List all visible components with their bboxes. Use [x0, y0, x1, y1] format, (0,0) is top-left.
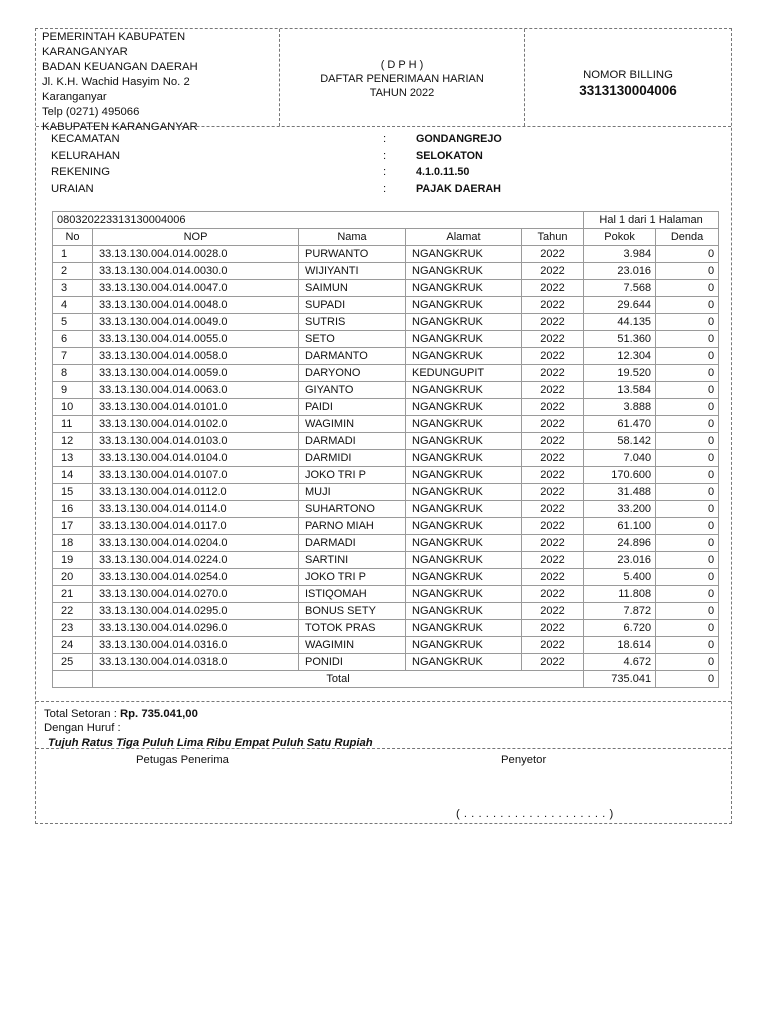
- row-no: 4: [53, 297, 93, 314]
- row-denda: 0: [656, 467, 719, 484]
- amount-in-words: Tujuh Ratus Tiga Puluh Lima Ribu Empat Puluh Satu Rupiah: [48, 737, 373, 749]
- row-nop: 33.13.130.004.014.0296.0: [93, 620, 299, 637]
- document-title-block: [280, 29, 525, 126]
- document-code: ( D P H ): [380, 59, 424, 71]
- row-tahun: 2022: [522, 569, 584, 586]
- row-tahun: 2022: [522, 280, 584, 297]
- row-nama: PAIDI: [299, 399, 406, 416]
- row-no: 17: [53, 518, 93, 535]
- row-nama: MUJI: [299, 484, 406, 501]
- row-pokok: 7.040: [584, 450, 656, 467]
- info-value: GONDANGREJO: [416, 133, 502, 145]
- row-alamat: NGANGKRUK: [406, 314, 522, 331]
- agency-block: [36, 29, 280, 133]
- row-nop: 33.13.130.004.014.0049.0: [93, 314, 299, 331]
- table-row: [53, 280, 719, 297]
- row-pokok: 13.584: [584, 382, 656, 399]
- row-alamat: NGANGKRUK: [406, 450, 522, 467]
- row-denda: 0: [656, 382, 719, 399]
- row-denda: 0: [656, 348, 719, 365]
- row-alamat: NGANGKRUK: [406, 637, 522, 654]
- row-no: 9: [53, 382, 93, 399]
- row-nop: 33.13.130.004.014.0117.0: [93, 518, 299, 535]
- info-colon: :: [383, 149, 387, 162]
- row-denda: 0: [656, 654, 719, 671]
- row-nama: DARMADI: [299, 433, 406, 450]
- row-tahun: 2022: [522, 416, 584, 433]
- row-nama: SAIMUN: [299, 280, 406, 297]
- row-alamat: NGANGKRUK: [406, 297, 522, 314]
- row-nop: 33.13.130.004.014.0047.0: [93, 280, 299, 297]
- row-no: 12: [53, 433, 93, 450]
- row-nama: SUTRIS: [299, 314, 406, 331]
- info-colon: :: [383, 166, 387, 178]
- row-pokok: 170.600: [584, 467, 656, 484]
- row-tahun: 2022: [522, 348, 584, 365]
- row-pokok: 3.888: [584, 399, 656, 416]
- table-total-row: [53, 671, 719, 688]
- row-pokok: 4.672: [584, 654, 656, 671]
- row-denda: 0: [656, 280, 719, 297]
- row-nama: DARMANTO: [299, 348, 406, 365]
- row-nop: 33.13.130.004.014.0204.0: [93, 535, 299, 552]
- row-pokok: 7.872: [584, 603, 656, 620]
- summary-section: [44, 708, 373, 751]
- row-no: 3: [53, 280, 93, 297]
- row-tahun: 2022: [522, 501, 584, 518]
- row-denda: 0: [656, 365, 719, 382]
- agency-line: Telp (0271) 495066: [42, 106, 140, 118]
- row-denda: 0: [656, 484, 719, 501]
- row-tahun: 2022: [522, 535, 584, 552]
- row-nama: DARMIDI: [299, 450, 406, 467]
- billing-block: [525, 29, 731, 126]
- row-nop: 33.13.130.004.014.0254.0: [93, 569, 299, 586]
- row-tahun: 2022: [522, 382, 584, 399]
- row-no: 13: [53, 450, 93, 467]
- table-row: [53, 654, 719, 671]
- row-no: 23: [53, 620, 93, 637]
- table-row: [53, 365, 719, 382]
- info-value: SELOKATON: [416, 149, 483, 162]
- row-nama: WIJIYANTI: [299, 263, 406, 280]
- table-row: [53, 450, 719, 467]
- row-tahun: 2022: [522, 603, 584, 620]
- row-pokok: 24.896: [584, 535, 656, 552]
- payer-signature-label: Penyetor: [501, 754, 547, 766]
- info-colon: :: [383, 182, 387, 195]
- agency-line: KARANGANYAR: [42, 46, 128, 58]
- row-alamat: NGANGKRUK: [406, 484, 522, 501]
- row-alamat: KEDUNGUPIT: [406, 365, 522, 382]
- table-row: [53, 416, 719, 433]
- row-denda: 0: [656, 569, 719, 586]
- table-row: [53, 637, 719, 654]
- info-row-rekening: [51, 164, 711, 181]
- document-title: DAFTAR PENERIMAAN HARIAN: [320, 73, 484, 85]
- row-denda: 0: [656, 246, 719, 263]
- row-nop: 33.13.130.004.014.0102.0: [93, 416, 299, 433]
- total-setoran-value: Rp. 735.041,00: [120, 708, 198, 720]
- row-nama: SUHARTONO: [299, 501, 406, 518]
- row-tahun: 2022: [522, 552, 584, 569]
- row-nama: JOKO TRI P: [299, 569, 406, 586]
- row-no: 20: [53, 569, 93, 586]
- info-row-kecamatan: [51, 131, 711, 148]
- row-nama: DARYONO: [299, 365, 406, 382]
- row-pokok: 44.135: [584, 314, 656, 331]
- table-row: [53, 535, 719, 552]
- total-label: Total: [93, 671, 584, 688]
- document-header: [36, 29, 731, 133]
- row-no: 5: [53, 314, 93, 331]
- info-row-uraian: [51, 181, 711, 198]
- row-nama: BONUS SETY: [299, 603, 406, 620]
- row-pokok: 7.568: [584, 280, 656, 297]
- row-alamat: NGANGKRUK: [406, 348, 522, 365]
- row-denda: 0: [656, 586, 719, 603]
- row-nop: 33.13.130.004.014.0270.0: [93, 586, 299, 603]
- row-denda: 0: [656, 399, 719, 416]
- row-pokok: 3.984: [584, 246, 656, 263]
- billing-number: 3313130004006: [579, 83, 677, 98]
- row-alamat: NGANGKRUK: [406, 467, 522, 484]
- agency-line: KABUPATEN KARANGANYAR: [42, 121, 198, 133]
- column-header-pokok: Pokok: [584, 229, 656, 246]
- row-nop: 33.13.130.004.014.0030.0: [93, 263, 299, 280]
- row-nop: 33.13.130.004.014.0114.0: [93, 501, 299, 518]
- row-no: 22: [53, 603, 93, 620]
- table-row: [53, 467, 719, 484]
- table-row: [53, 433, 719, 450]
- row-pokok: 19.520: [584, 365, 656, 382]
- row-nop: 33.13.130.004.014.0316.0: [93, 637, 299, 654]
- row-tahun: 2022: [522, 314, 584, 331]
- table-row: [53, 484, 719, 501]
- row-tahun: 2022: [522, 297, 584, 314]
- column-header-no: No: [53, 229, 93, 246]
- row-nama: SARTINI: [299, 552, 406, 569]
- row-pokok: 29.644: [584, 297, 656, 314]
- row-no: 10: [53, 399, 93, 416]
- row-nama: PONIDI: [299, 654, 406, 671]
- column-header-nama: Nama: [299, 229, 406, 246]
- table-row: [53, 603, 719, 620]
- row-nop: 33.13.130.004.014.0055.0: [93, 331, 299, 348]
- row-denda: 0: [656, 603, 719, 620]
- page-info: Hal 1 dari 1 Halaman: [584, 212, 719, 229]
- row-nama: WAGIMIN: [299, 637, 406, 654]
- table-row: [53, 552, 719, 569]
- reference-number: 080320223313130004006: [53, 212, 584, 229]
- table-body: [53, 246, 719, 671]
- row-alamat: NGANGKRUK: [406, 586, 522, 603]
- column-header-nop: NOP: [93, 229, 299, 246]
- info-colon: :: [383, 133, 387, 145]
- row-denda: 0: [656, 450, 719, 467]
- row-no: 6: [53, 331, 93, 348]
- row-tahun: 2022: [522, 637, 584, 654]
- row-pokok: 12.304: [584, 348, 656, 365]
- column-header-denda: Denda: [656, 229, 719, 246]
- row-nop: 33.13.130.004.014.0101.0: [93, 399, 299, 416]
- row-pokok: 6.720: [584, 620, 656, 637]
- row-nama: GIYANTO: [299, 382, 406, 399]
- row-pokok: 11.808: [584, 586, 656, 603]
- row-tahun: 2022: [522, 399, 584, 416]
- info-label: REKENING: [51, 166, 111, 178]
- row-tahun: 2022: [522, 331, 584, 348]
- row-tahun: 2022: [522, 450, 584, 467]
- row-nop: 33.13.130.004.014.0048.0: [93, 297, 299, 314]
- receiver-signature-label: Petugas Penerima: [136, 754, 229, 766]
- row-nop: 33.13.130.004.014.0103.0: [93, 433, 299, 450]
- row-denda: 0: [656, 314, 719, 331]
- total-pokok: 735.041: [584, 671, 656, 688]
- info-row-kelurahan: [51, 148, 711, 165]
- row-alamat: NGANGKRUK: [406, 518, 522, 535]
- row-alamat: NGANGKRUK: [406, 382, 522, 399]
- row-no: 18: [53, 535, 93, 552]
- row-denda: 0: [656, 637, 719, 654]
- summary-divider: [36, 701, 731, 702]
- row-nop: 33.13.130.004.014.0063.0: [93, 382, 299, 399]
- table-row: [53, 501, 719, 518]
- table-row: [53, 518, 719, 535]
- row-denda: 0: [656, 552, 719, 569]
- document-year: TAHUN 2022: [369, 87, 435, 99]
- table-row: [53, 246, 719, 263]
- table-meta-row: [53, 212, 719, 229]
- row-tahun: 2022: [522, 620, 584, 637]
- row-alamat: NGANGKRUK: [406, 501, 522, 518]
- words-label: Dengan Huruf :: [44, 721, 121, 734]
- agency-line: PEMERINTAH KABUPATEN: [42, 31, 186, 43]
- total-blank-cell: [53, 671, 93, 688]
- payment-table: [52, 211, 719, 688]
- row-denda: 0: [656, 263, 719, 280]
- table-row: [53, 399, 719, 416]
- row-denda: 0: [656, 433, 719, 450]
- row-denda: 0: [656, 297, 719, 314]
- table-row: [53, 263, 719, 280]
- row-nama: SETO: [299, 331, 406, 348]
- table-row: [53, 586, 719, 603]
- row-nama: ISTIQOMAH: [299, 586, 406, 603]
- agency-line: Jl. K.H. Wachid Hasyim No. 2: [42, 76, 190, 88]
- row-denda: 0: [656, 535, 719, 552]
- row-nama: SUPADI: [299, 297, 406, 314]
- info-label: URAIAN: [51, 182, 94, 195]
- info-value: PAJAK DAERAH: [416, 182, 501, 195]
- row-no: 14: [53, 467, 93, 484]
- row-alamat: NGANGKRUK: [406, 535, 522, 552]
- row-no: 19: [53, 552, 93, 569]
- row-pokok: 33.200: [584, 501, 656, 518]
- billing-label: NOMOR BILLING: [583, 69, 673, 81]
- table-header-row: [53, 229, 719, 246]
- row-nop: 33.13.130.004.014.0112.0: [93, 484, 299, 501]
- row-nop: 33.13.130.004.014.0104.0: [93, 450, 299, 467]
- row-alamat: NGANGKRUK: [406, 552, 522, 569]
- row-alamat: NGANGKRUK: [406, 331, 522, 348]
- row-nama: PARNO MIAH: [299, 518, 406, 535]
- row-nama: DARMADI: [299, 535, 406, 552]
- row-alamat: NGANGKRUK: [406, 416, 522, 433]
- table-row: [53, 569, 719, 586]
- row-no: 11: [53, 416, 93, 433]
- total-setoran-line: [44, 708, 373, 722]
- row-pokok: 5.400: [584, 569, 656, 586]
- table-row: [53, 382, 719, 399]
- total-setoran-label: Total Setoran :: [44, 708, 117, 720]
- row-denda: 0: [656, 331, 719, 348]
- table-row: [53, 314, 719, 331]
- row-nama: PURWANTO: [299, 246, 406, 263]
- row-alamat: NGANGKRUK: [406, 569, 522, 586]
- row-tahun: 2022: [522, 263, 584, 280]
- row-nop: 33.13.130.004.014.0028.0: [93, 246, 299, 263]
- row-nop: 33.13.130.004.014.0107.0: [93, 467, 299, 484]
- row-alamat: NGANGKRUK: [406, 263, 522, 280]
- info-value: 4.1.0.11.50: [416, 166, 470, 178]
- row-pokok: 58.142: [584, 433, 656, 450]
- row-nama: WAGIMIN: [299, 416, 406, 433]
- row-pokok: 23.016: [584, 552, 656, 569]
- row-tahun: 2022: [522, 365, 584, 382]
- row-nop: 33.13.130.004.014.0058.0: [93, 348, 299, 365]
- row-no: 15: [53, 484, 93, 501]
- column-header-tahun: Tahun: [522, 229, 584, 246]
- row-no: 21: [53, 586, 93, 603]
- info-label: KELURAHAN: [51, 149, 121, 162]
- row-alamat: NGANGKRUK: [406, 280, 522, 297]
- row-nop: 33.13.130.004.014.0295.0: [93, 603, 299, 620]
- row-tahun: 2022: [522, 586, 584, 603]
- row-denda: 0: [656, 416, 719, 433]
- row-nama: JOKO TRI P: [299, 467, 406, 484]
- table-row: [53, 331, 719, 348]
- table-row: [53, 297, 719, 314]
- row-no: 25: [53, 654, 93, 671]
- row-no: 24: [53, 637, 93, 654]
- row-no: 1: [53, 246, 93, 263]
- row-nop: 33.13.130.004.014.0224.0: [93, 552, 299, 569]
- row-alamat: NGANGKRUK: [406, 654, 522, 671]
- agency-line: BADAN KEUANGAN DAERAH: [42, 61, 198, 73]
- signature-divider: [36, 748, 731, 749]
- row-nop: 33.13.130.004.014.0059.0: [93, 365, 299, 382]
- row-pokok: 18.614: [584, 637, 656, 654]
- row-alamat: NGANGKRUK: [406, 603, 522, 620]
- info-label: KECAMATAN: [51, 133, 120, 145]
- row-alamat: NGANGKRUK: [406, 246, 522, 263]
- row-nop: 33.13.130.004.014.0318.0: [93, 654, 299, 671]
- receipt-document: [35, 28, 732, 824]
- column-header-alamat: Alamat: [406, 229, 522, 246]
- row-denda: 0: [656, 620, 719, 637]
- agency-line: Karanganyar: [42, 91, 107, 103]
- row-pokok: 61.100: [584, 518, 656, 535]
- row-tahun: 2022: [522, 518, 584, 535]
- row-pokok: 51.360: [584, 331, 656, 348]
- payer-signature-line: ( . . . . . . . . . . . . . . . . . . . . ): [456, 808, 614, 820]
- row-no: 8: [53, 365, 93, 382]
- row-denda: 0: [656, 518, 719, 535]
- row-tahun: 2022: [522, 433, 584, 450]
- row-no: 16: [53, 501, 93, 518]
- row-alamat: NGANGKRUK: [406, 433, 522, 450]
- row-denda: 0: [656, 501, 719, 518]
- row-pokok: 23.016: [584, 263, 656, 280]
- info-section: [51, 131, 711, 197]
- row-tahun: 2022: [522, 467, 584, 484]
- row-alamat: NGANGKRUK: [406, 620, 522, 637]
- row-tahun: 2022: [522, 484, 584, 501]
- row-tahun: 2022: [522, 246, 584, 263]
- row-pokok: 31.488: [584, 484, 656, 501]
- row-nama: TOTOK PRAS: [299, 620, 406, 637]
- row-no: 7: [53, 348, 93, 365]
- row-no: 2: [53, 263, 93, 280]
- table-row: [53, 620, 719, 637]
- row-pokok: 61.470: [584, 416, 656, 433]
- row-tahun: 2022: [522, 654, 584, 671]
- total-denda: 0: [656, 671, 719, 688]
- table-row: [53, 348, 719, 365]
- row-alamat: NGANGKRUK: [406, 399, 522, 416]
